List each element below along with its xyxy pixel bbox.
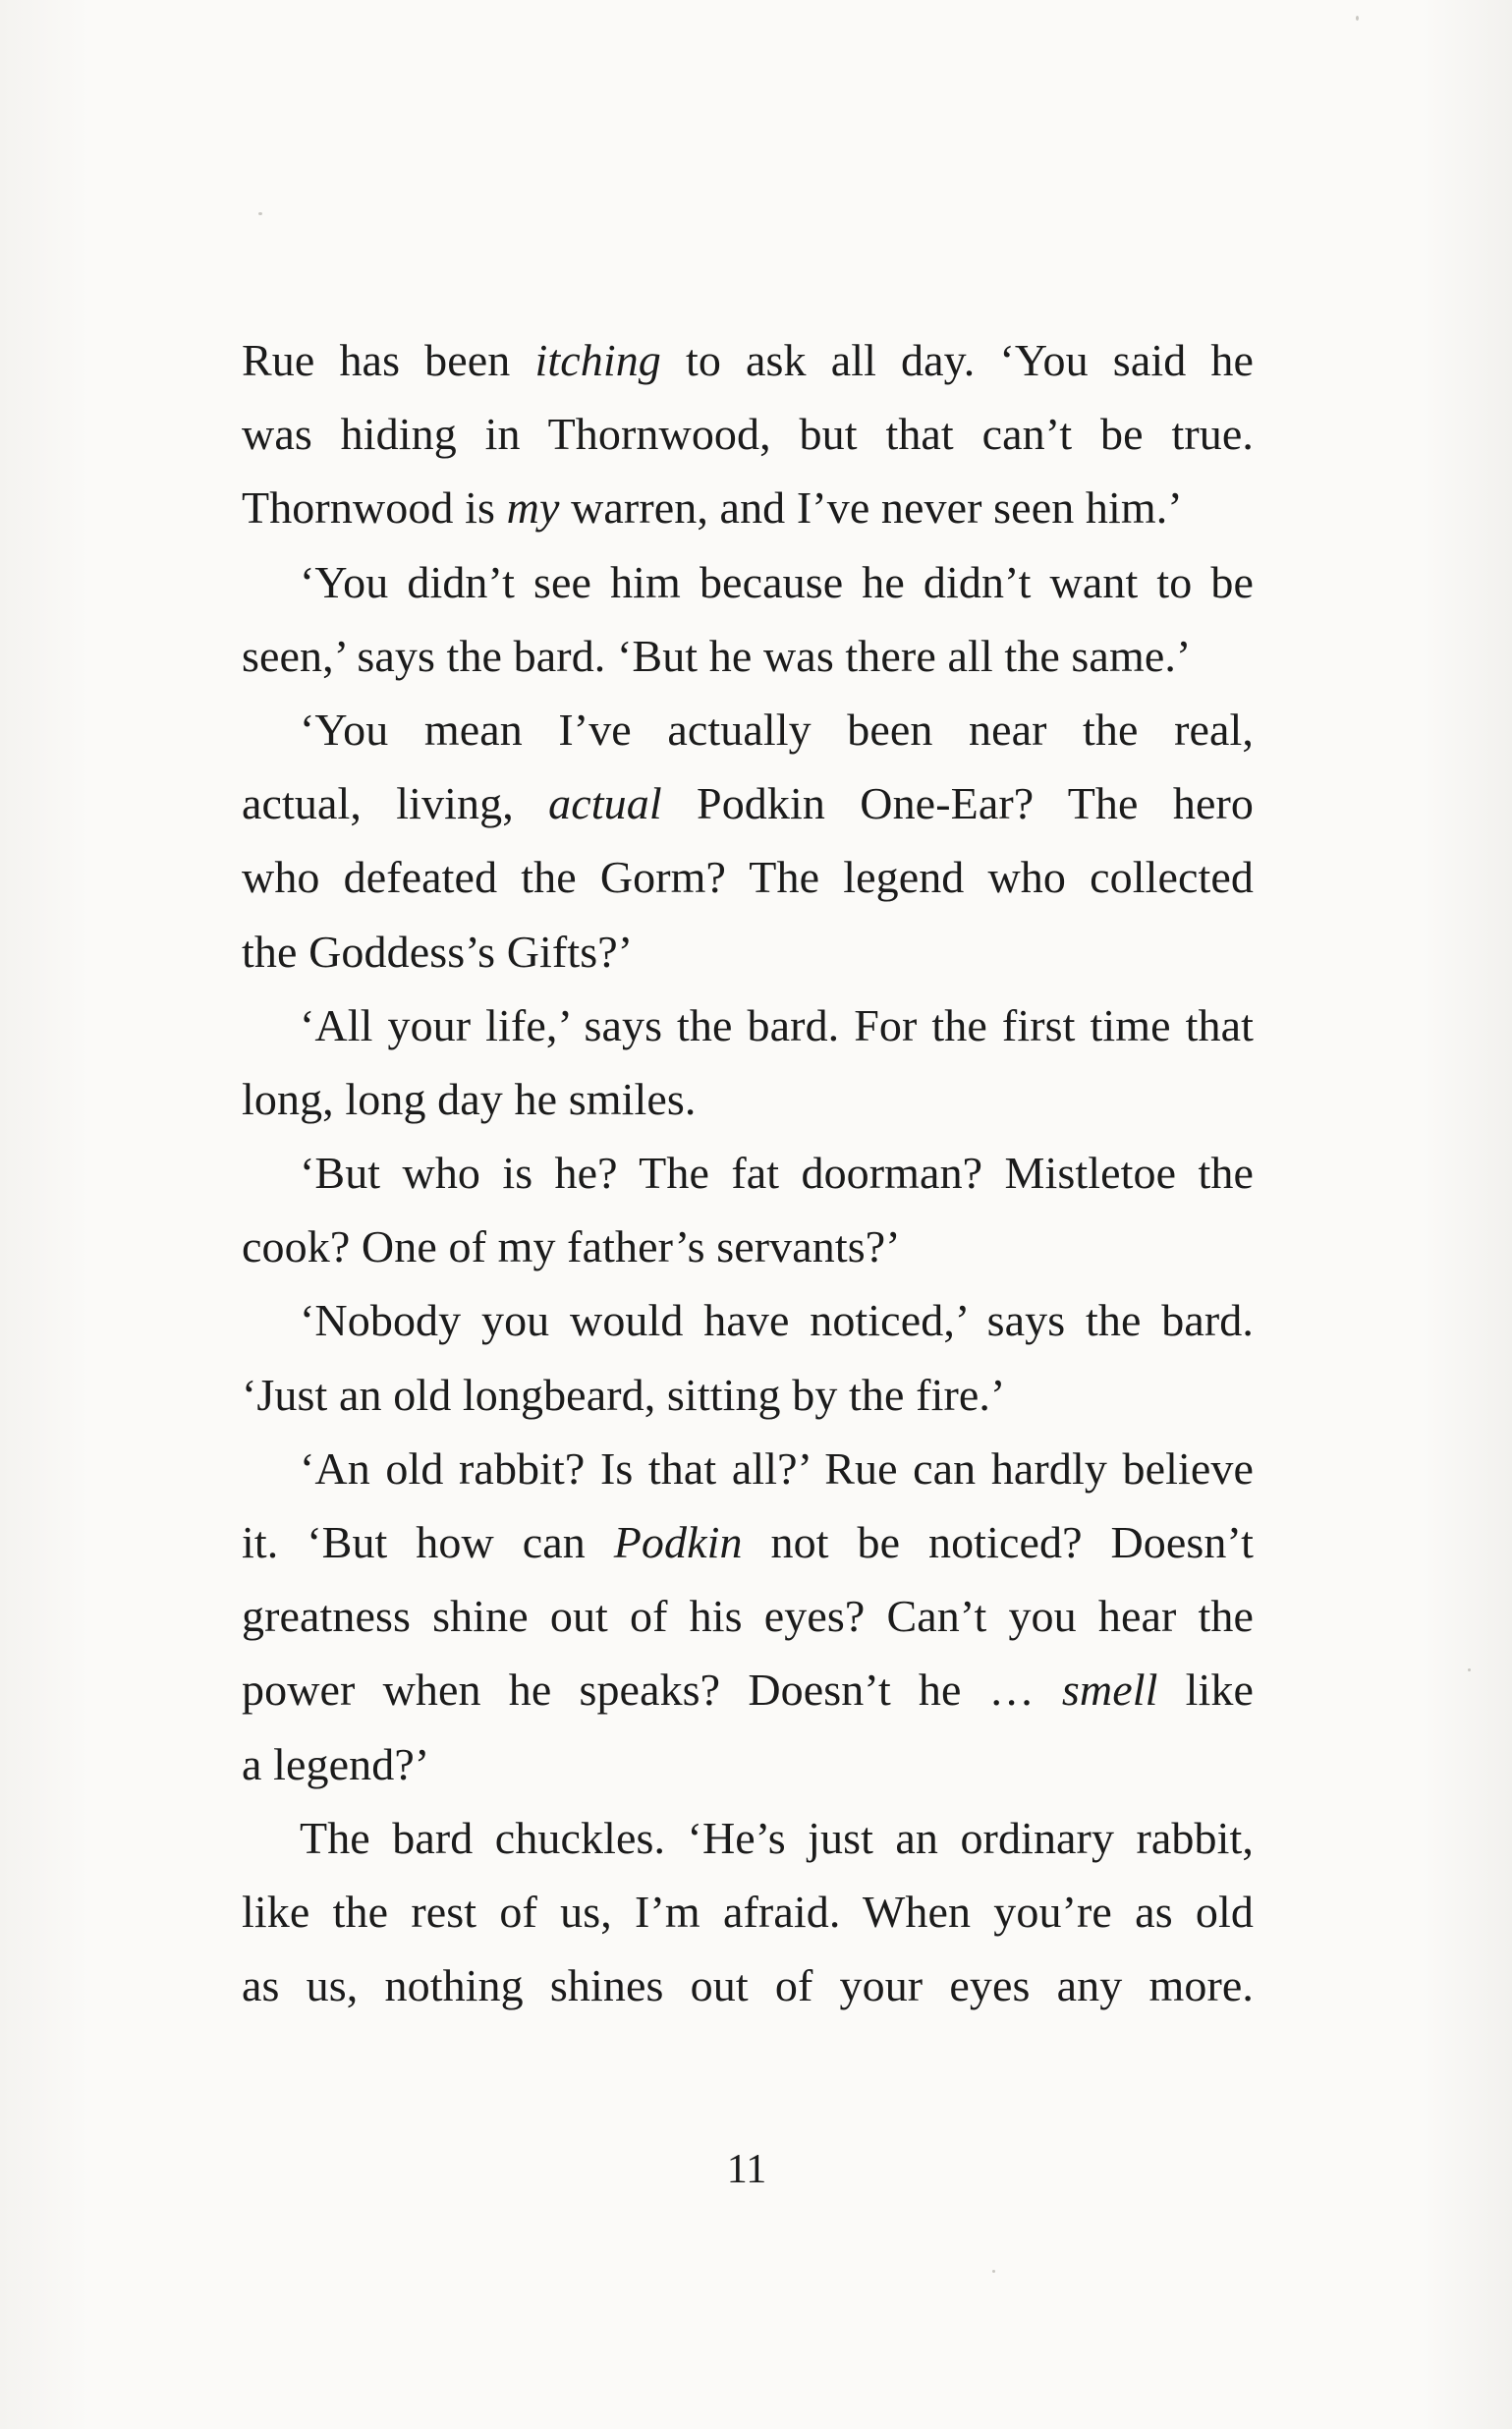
text-segment: to ask all day. ‘You said he — [660, 335, 1254, 385]
text-line — [242, 1801, 1254, 1875]
text-line — [242, 1283, 1254, 1357]
text-line — [242, 989, 1254, 1062]
text-line — [242, 619, 1254, 693]
text-segment: ‘You mean I’ve actually been near the real, — [300, 704, 1254, 755]
text-segment: actual, living, — [242, 778, 549, 829]
text-line — [242, 1579, 1254, 1653]
text-segment: was hiding in Thornwood, but that can’t be true. — [242, 409, 1254, 460]
text-segment: ‘An old rabbit? Is that all?’ Rue can hardly believe — [300, 1442, 1254, 1494]
text-line — [242, 1358, 1254, 1432]
text-segment: Podkin One-Ear? The hero — [661, 778, 1254, 829]
text-line — [242, 766, 1254, 840]
paper-speck — [1468, 1668, 1471, 1671]
text-segment: who defeated the Gorm? The legend who collected — [242, 852, 1254, 903]
text-segment: greatness shine out of his eyes? Can’t you hear the — [242, 1591, 1254, 1642]
italic-text: actual — [548, 778, 662, 829]
page-number: 11 — [726, 2147, 767, 2192]
text-segment: ‘But who is he? The fat doorman? Mistletoe the — [300, 1148, 1254, 1199]
text-segment: it. ‘But how can — [242, 1517, 614, 1567]
text-line — [242, 693, 1254, 766]
italic-text: smell — [1061, 1665, 1158, 1716]
italic-text: itching — [534, 335, 661, 385]
text-segment: like the rest of us, I’m afraid. When you’re as old — [242, 1886, 1254, 1937]
text-segment: Rue has been — [242, 335, 535, 385]
text-line — [242, 840, 1254, 914]
text-line — [242, 1062, 1254, 1136]
text-segment: warren, and I’ve never seen him.’ — [559, 482, 1183, 534]
text-line — [242, 1653, 1254, 1726]
text-segment: ‘Just an old longbeard, sitting by the fire.’ — [242, 1369, 1006, 1420]
text-line — [242, 1136, 1254, 1210]
text-line — [242, 1949, 1254, 2022]
text-line — [242, 1875, 1254, 1949]
text-segment: power when he speaks? Doesn’t he … — [242, 1665, 1062, 1716]
text-line — [242, 915, 1254, 989]
text-line — [242, 545, 1254, 619]
text-line — [242, 1505, 1254, 1579]
text-segment: Thornwood is — [242, 482, 507, 534]
text-segment: cook? One of my father’s servants?’ — [242, 1221, 901, 1272]
text-segment: long, long day he smiles. — [242, 1073, 697, 1124]
text-segment: a legend?’ — [242, 1738, 430, 1789]
text-segment: ‘All your life,’ says the bard. For the first time that — [300, 999, 1254, 1050]
text-segment: seen,’ says the bard. ‘But he was there all the same.’ — [242, 630, 1192, 681]
paper-speck — [1356, 16, 1359, 21]
paper-speck — [258, 212, 262, 215]
text-segment: not be noticed? Doesn’t — [742, 1517, 1254, 1567]
text-line — [242, 1432, 1254, 1505]
text-line — [242, 323, 1254, 397]
text-segment: The bard chuckles. ‘He’s just an ordinary rabbit, — [300, 1812, 1254, 1863]
paper-speck — [992, 2270, 995, 2273]
italic-text: Podkin — [613, 1517, 743, 1567]
text-line — [242, 471, 1254, 544]
text-line — [242, 1727, 1254, 1801]
text-segment: the Goddess’s Gifts?’ — [242, 926, 634, 977]
text-segment: ‘You didn’t see him because he didn’t want to be — [300, 556, 1254, 607]
text-line — [242, 1210, 1254, 1283]
text-segment: as us, nothing shines out of your eyes any more. — [242, 1960, 1254, 2011]
text-segment: ‘Nobody you would have noticed,’ says the bard. — [300, 1295, 1254, 1346]
text-segment: like — [1157, 1665, 1254, 1716]
body-text — [242, 323, 1254, 2022]
text-line — [242, 397, 1254, 471]
italic-text: my — [506, 482, 560, 534]
